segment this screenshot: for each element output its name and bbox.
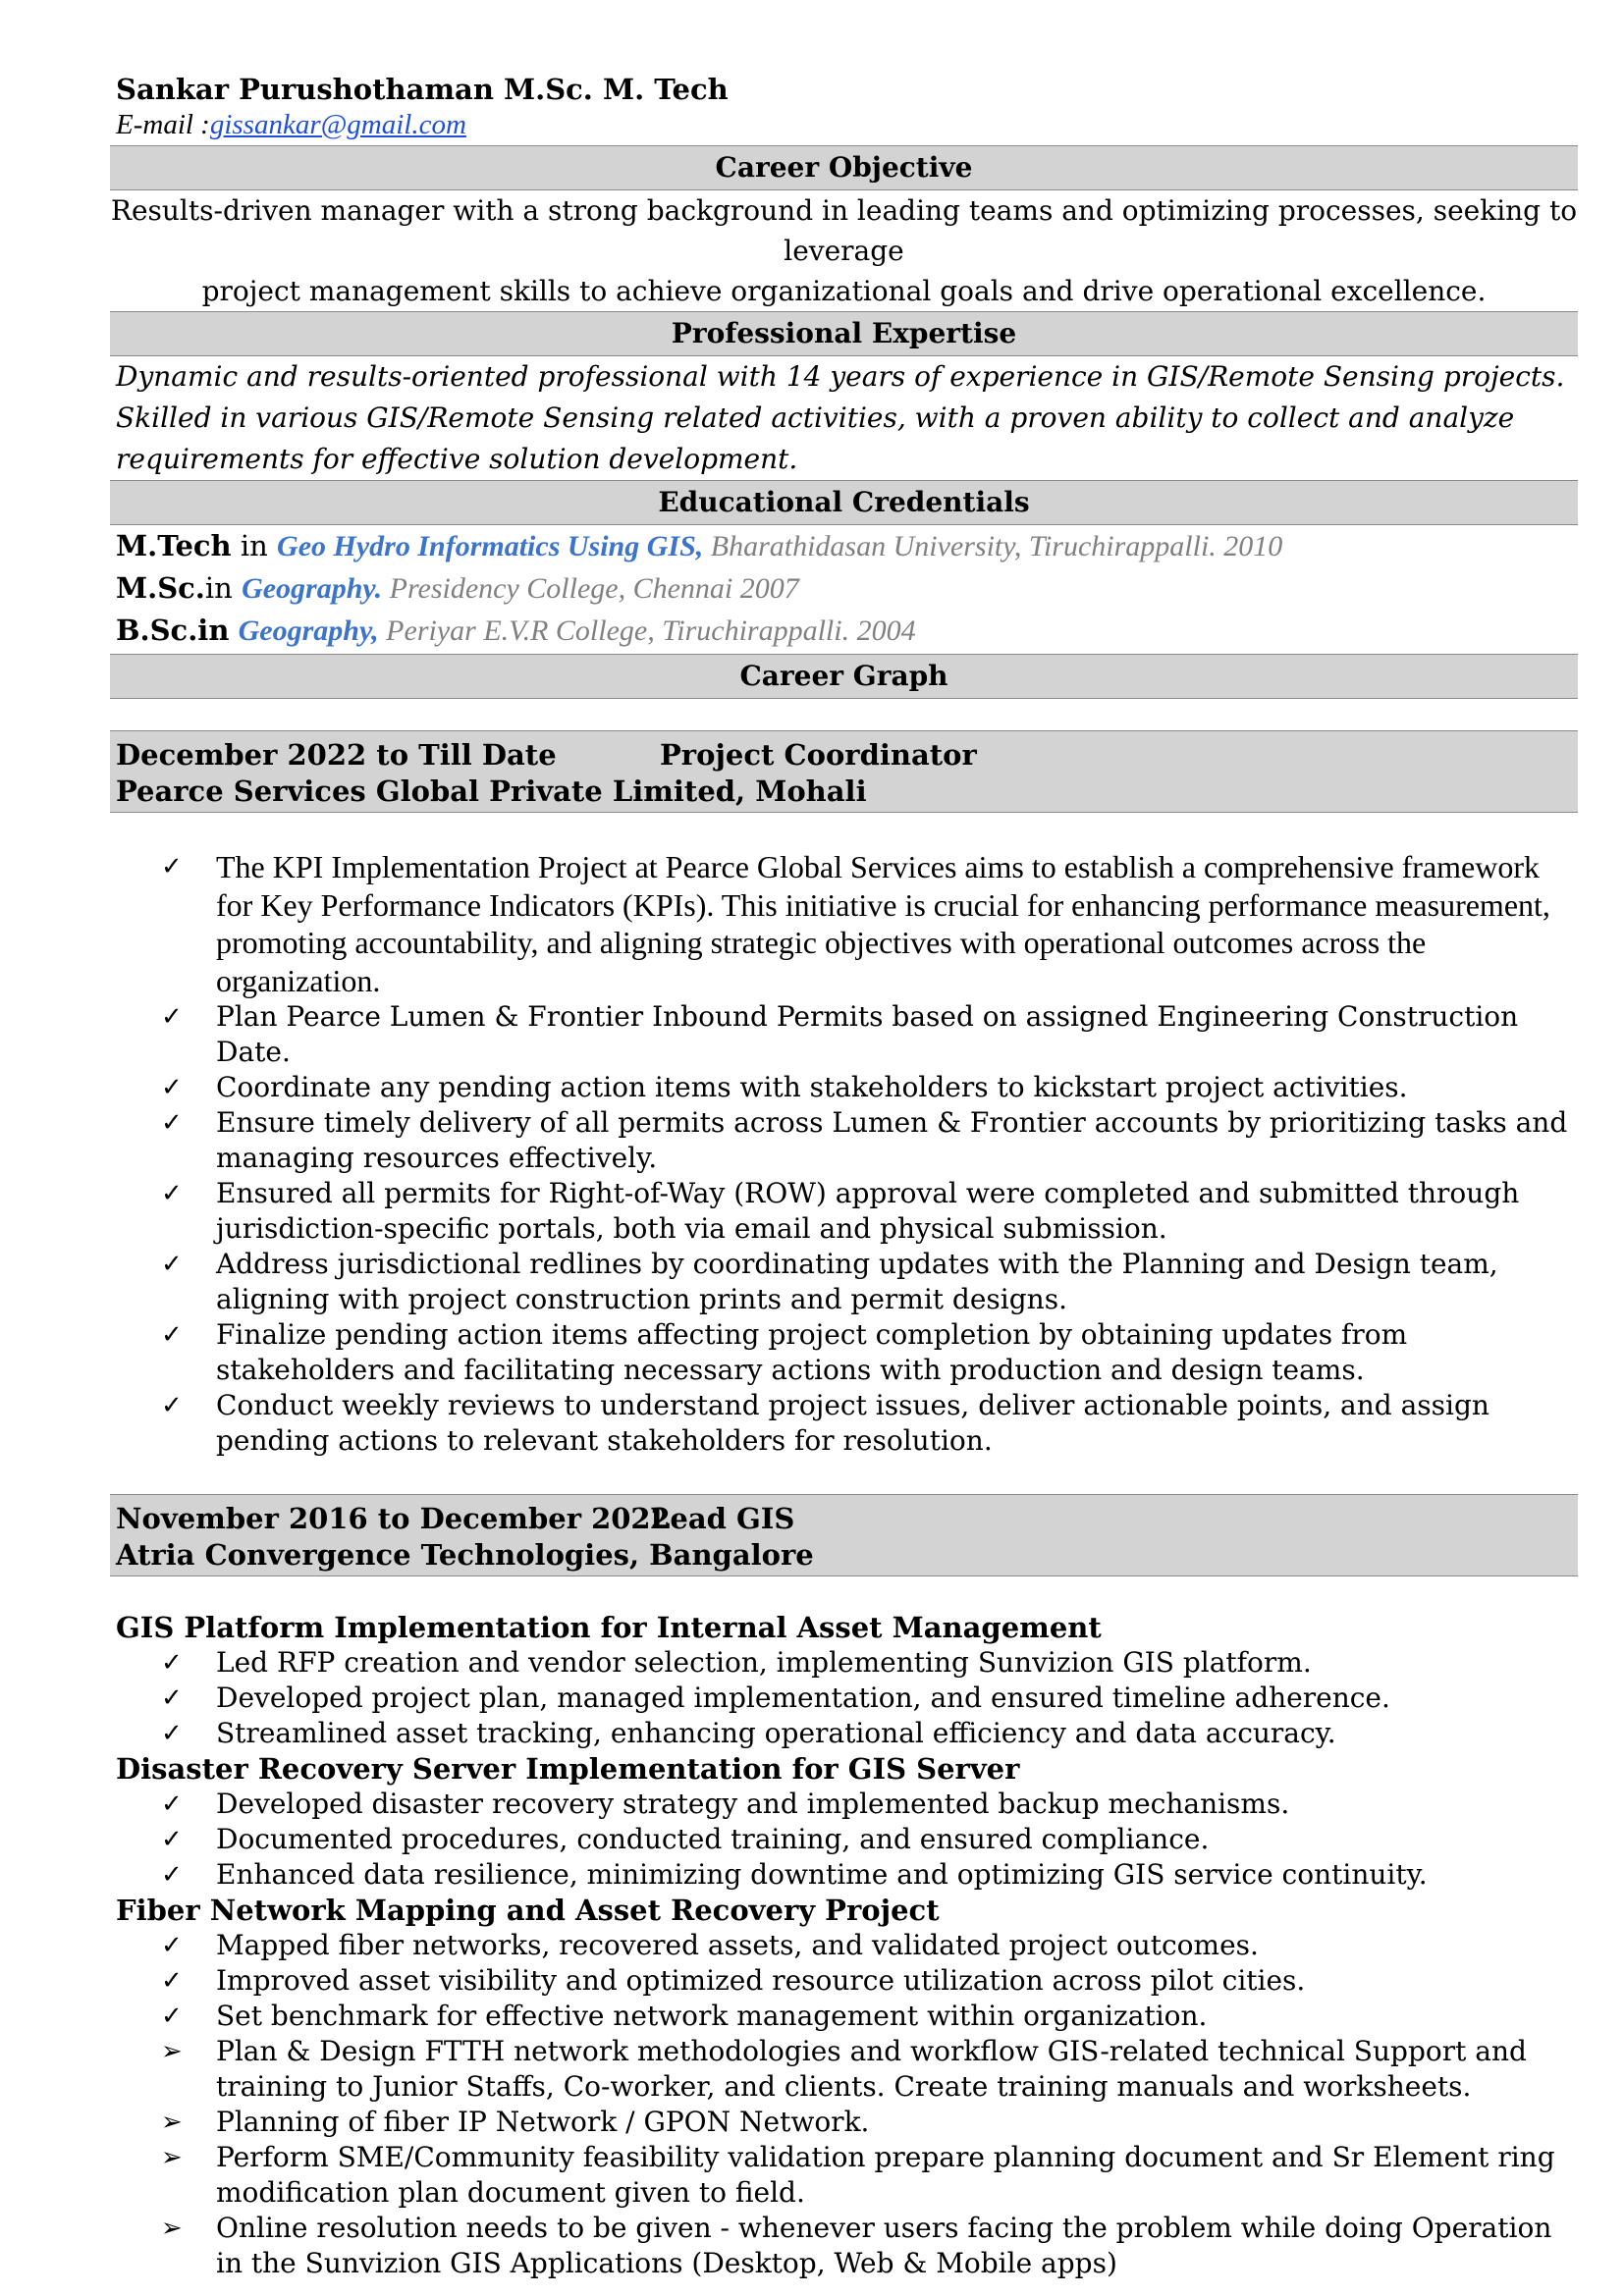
- arrow-bullet-icon: ➢: [161, 2108, 183, 2137]
- bullet-text: Coordinate any pending action items with stakeholders to kickstart project activities.: [216, 1071, 1408, 1103]
- bullet-text: Perform SME/Community feasibility validation prepare planning document and Sr Element ring modification plan document given to field.: [216, 2141, 1555, 2209]
- check-icon: ✓: [161, 1789, 183, 1819]
- list-item: [110, 1247, 1578, 1317]
- professional-expertise-heading: Professional Expertise: [110, 311, 1578, 356]
- bullet-text: Led RFP creation and vendor selection, implementing Sunvizion GIS platform.: [216, 1646, 1312, 1679]
- list-item: [110, 1070, 1578, 1105]
- email-line: [110, 108, 1578, 141]
- list-item: [110, 1317, 1578, 1388]
- list-item: [110, 999, 1578, 1070]
- check-icon: ✓: [161, 1860, 183, 1890]
- bullet-text: Mapped fiber networks, recovered assets, and validated project outcomes.: [216, 1929, 1259, 1961]
- education-heading: Educational Credentials: [110, 480, 1578, 525]
- email-link[interactable]: gissankar@gmail.com: [209, 109, 466, 140]
- list-item: [110, 2105, 1578, 2140]
- project-bullet-list: [110, 1928, 1578, 2281]
- list-item: [110, 2140, 1578, 2211]
- job-company: Pearce Services Global Private Limited, Mohali: [116, 774, 867, 808]
- degree: B.Sc.in: [116, 614, 230, 647]
- bullet-text: Ensured all permits for Right-of-Way (ROW) approval were completed and submitted through jurisdiction-specific portals, both via email and physical submission.: [216, 1177, 1520, 1245]
- job-role: Lead GIS: [650, 1502, 795, 1535]
- career-objective-line: project management skills to achieve organizational goals and drive operational excellence.: [201, 275, 1487, 307]
- job-header: [110, 730, 1578, 813]
- degree-join: in: [231, 529, 278, 562]
- education-item: [110, 567, 1578, 610]
- degree-join: in: [204, 571, 243, 605]
- list-item: [110, 1928, 1578, 1963]
- bullet-text: Finalize pending action items affecting project completion by obtaining updates from stakeholders and facilitating necessary actions with production and design teams.: [216, 1318, 1408, 1386]
- bullet-text: Plan & Design FTTH network methodologies and workflow GIS-related technical Support and training to Junior Staffs, Co-worker, and clients. Create training manuals and worksheets.: [216, 2035, 1527, 2103]
- professional-expertise-text: Dynamic and results-oriented professional with 14 years of experience in GIS/Remote Sensing projects. Skilled in various GIS/Remote Sensing related activities, with a proven ability to collect and analyze requirements for effective solution development.: [116, 360, 1565, 475]
- degree-institution: Bharathidasan University, Tiruchirappalli. 2010: [703, 530, 1283, 562]
- check-icon: ✓: [161, 1108, 183, 1138]
- degree-institution: Presidency College, Chennai 2007: [382, 572, 799, 605]
- job-period: December 2022 to Till Date: [116, 738, 557, 772]
- list-item: [110, 848, 1578, 999]
- job-company: Atria Convergence Technologies, Bangalore: [116, 1538, 814, 1572]
- career-objective-text: [110, 190, 1578, 311]
- list-item: [110, 1176, 1578, 1247]
- bullet-text: Plan Pearce Lumen & Frontier Inbound Permits based on assigned Engineering Construction Date.: [216, 1000, 1519, 1068]
- check-icon: ✓: [161, 1391, 183, 1420]
- bullet-text: The KPI Implementation Project at Pearce Global Services aims to establish a comprehensive framework for Key Performance Indicators (KPIs). This initiative is crucial for enhancing performance measurement, promoting accountability, and aligning strategic objectives with operational outcomes across the organization.: [216, 849, 1550, 998]
- bullet-text: Developed disaster recovery strategy and implemented backup mechanisms.: [216, 1788, 1290, 1820]
- bullet-text: Ensure timely delivery of all permits across Lumen & Frontier accounts by prioritizing tasks and managing resources effectively.: [216, 1106, 1568, 1174]
- list-item: [110, 2034, 1578, 2105]
- check-icon: ✓: [161, 1179, 183, 1208]
- career-graph-heading: Career Graph: [110, 654, 1578, 699]
- bullet-text: Enhanced data resilience, minimizing downtime and optimizing GIS service continuity.: [216, 1858, 1428, 1891]
- list-item: [110, 2211, 1578, 2281]
- bullet-text: Streamlined asset tracking, enhancing operational efficiency and data accuracy.: [216, 1717, 1336, 1749]
- list-item: [110, 1681, 1578, 1716]
- degree-institution: Periyar E.V.R College, Tiruchirappalli. 2004: [378, 614, 916, 647]
- job-title-line: [116, 1501, 1572, 1537]
- degree-field: Geography.: [242, 572, 383, 605]
- degree-field: Geo Hydro Informatics Using GIS,: [277, 530, 704, 562]
- list-item: [110, 1105, 1578, 1176]
- check-icon: ✓: [161, 1250, 183, 1279]
- bullet-text: Set benchmark for effective network management within organization.: [216, 2000, 1208, 2032]
- list-item: [110, 1963, 1578, 1999]
- check-icon: ✓: [161, 1966, 183, 1996]
- check-icon: ✓: [161, 852, 183, 881]
- degree: M.Sc.: [116, 571, 205, 605]
- education-item: [110, 525, 1578, 567]
- project-title: GIS Platform Implementation for Internal Asset Management: [116, 1611, 1102, 1644]
- education-item: [110, 610, 1578, 652]
- list-item: [110, 1822, 1578, 1857]
- job-header: [110, 1494, 1578, 1576]
- check-icon: ✓: [161, 1002, 183, 1032]
- email-label: E-mail :: [116, 109, 210, 140]
- list-item: [110, 1716, 1578, 1751]
- job-bullet-list: [110, 848, 1578, 1459]
- arrow-bullet-icon: ➢: [161, 2143, 183, 2172]
- check-icon: ✓: [161, 1648, 183, 1678]
- career-objective-heading: Career Objective: [110, 145, 1578, 190]
- check-icon: ✓: [161, 1320, 183, 1350]
- check-icon: ✓: [161, 1073, 183, 1102]
- candidate-name: Sankar Purushothaman M.Sc. M. Tech: [116, 73, 729, 106]
- education-list: [110, 525, 1578, 652]
- list-item: [110, 1999, 1578, 2034]
- list-item: [110, 1787, 1578, 1822]
- project-title: Fiber Network Mapping and Asset Recovery Project: [116, 1894, 940, 1927]
- project-title: Disaster Recovery Server Implementation for GIS Server: [116, 1752, 1020, 1786]
- career-objective-line: Results-driven manager with a strong background in leading teams and optimizing processes, seeking to leverage: [110, 194, 1578, 267]
- list-item: [110, 1857, 1578, 1893]
- degree-join: [229, 614, 238, 647]
- check-icon: ✓: [161, 1825, 183, 1854]
- list-item: [110, 1645, 1578, 1681]
- resume-page: [110, 71, 1578, 2281]
- list-item: [110, 1388, 1578, 1459]
- bullet-text: Online resolution needs to be given - whenever users facing the problem while doing Operation in the Sunvizion GIS Applications (Desktop, Web & Mobile apps): [216, 2212, 1552, 2279]
- bullet-text: Conduct weekly reviews to understand project issues, deliver actionable points, and assign pending actions to relevant stakeholders for resolution.: [216, 1389, 1489, 1457]
- check-icon: ✓: [161, 1683, 183, 1713]
- degree-field: Geography,: [238, 614, 379, 647]
- check-icon: ✓: [161, 1931, 183, 1960]
- check-icon: ✓: [161, 2002, 183, 2031]
- project-bullet-list: [110, 1787, 1578, 1893]
- bullet-text: Address jurisdictional redlines by coordinating updates with the Planning and Design team, aligning with project construction prints and permit designs.: [216, 1248, 1498, 1315]
- bullet-text: Documented procedures, conducted training, and ensured compliance.: [216, 1823, 1210, 1855]
- bullet-text: Improved asset visibility and optimized resource utilization across pilot cities.: [216, 1964, 1306, 1997]
- arrow-bullet-icon: ➢: [161, 2037, 183, 2066]
- degree: M.Tech: [116, 529, 232, 562]
- bullet-text: Developed project plan, managed implementation, and ensured timeline adherence.: [216, 1682, 1390, 1714]
- job-role: Project Coordinator: [660, 738, 977, 772]
- job-period: November 2016 to December 2022: [116, 1502, 671, 1535]
- check-icon: ✓: [161, 1719, 183, 1748]
- job-title-line: [116, 737, 1572, 774]
- project-bullet-list: [110, 1645, 1578, 1751]
- arrow-bullet-icon: ➢: [161, 2214, 183, 2243]
- bullet-text: Planning of fiber IP Network / GPON Network.: [216, 2106, 870, 2138]
